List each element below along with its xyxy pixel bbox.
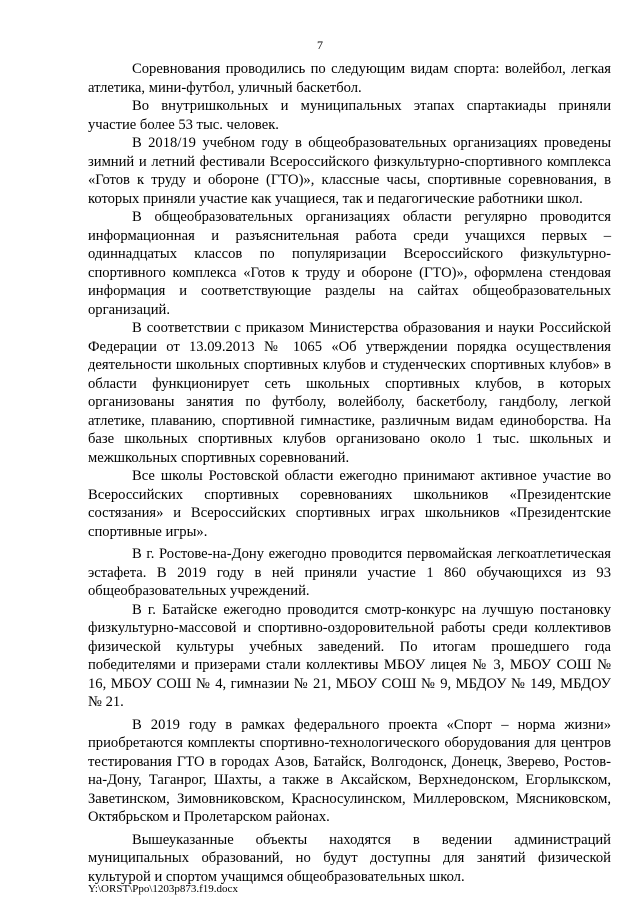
paragraph-9: В 2019 году в рамках федерального проекта «Спорт – норма жизни» приобретаются комплекты спортивно-технологического оборудования для центров тестирования ГТО в городах Азов, Батайск, Волгодонск, Донецк, Зверево, Ростов-на-Дону, Таганрог, Шахты, а также в Аксайском, Верхнедонском, Егорлыкском, Заветинском, Зимовниковском, Красносулинском, Миллеровском, Мясниковском, Октябрьском и Пролетарском районах. xyxy=(88,716,611,825)
paragraph-7: В г. Ростове-на-Дону ежегодно проводится первомайская легкоатлетическая эстафета. В 2019 году в ней приняли участие 1 860 обучающихся из 93 общеобразовательных учреждений. xyxy=(88,546,611,599)
page-number: 7 xyxy=(317,38,323,52)
paragraph-2: Во внутришкольных и муниципальных этапах спартакиады приняли участие более 53 тыс. человек. xyxy=(88,98,611,133)
paragraph-8: В г. Батайске ежегодно проводится смотр-конкурс на лучшую постановку физкультурно-массовой и спортивно-оздоровительной работы среди коллективов физической культуры учебных заведений. По итогам прошедшего года победителями и призерами стали коллективы МБОУ лицея № 3, МБОУ СОШ № 16, МБОУ СОШ № 4, гимназии № 21, МБОУ СОШ № 9, МБДОУ № 149, МБДОУ № 21. xyxy=(88,601,611,710)
footer-file-path: Y:\ORST\Ppo\1203p873.f19.docx xyxy=(88,883,238,895)
paragraph-1: Соревнования проводились по следующим видам спорта: волейбол, легкая атлетика, мини-футбол, уличный баскетбол. xyxy=(88,61,611,96)
paragraph-6: Все школы Ростовской области ежегодно принимают активное участие во Всероссийских спортивных соревнованиях школьников «Президентские состязания» и Всероссийских спортивных играх школьников «Президентские спортивные игры». xyxy=(88,468,611,540)
paragraph-10: Вышеуказанные объекты находятся в ведении администраций муниципальных образований, но будут доступны для занятий физической культурой и спортом учащимся общеобразовательных школ. xyxy=(88,831,611,885)
paragraph-3: В 2018/19 учебном году в общеобразовательных организациях проведены зимний и летний фестивали Всероссийского физкультурно-спортивного комплекса «Готов к труду и обороне (ГТО)», классные часы, спортивные соревнования, в которых приняли участие как учащиеся, так и педагогические работники школ. xyxy=(88,135,611,207)
paragraph-4: В общеобразовательных организациях области регулярно проводится информационная и разъяснительная работа среди учащихся первых – одиннадцатых классов по популяризации Всероссийского физкультурно-спортивного комплекса «Готов к труду и обороне (ГТО)», оформлена стендовая информация и соответствующие разделы на сайтах общеобразовательных организаций. xyxy=(88,209,611,318)
paragraph-5: В соответствии с приказом Министерства образования и науки Российской Федерации от 13.09.2013 № 1065 «Об утверждении порядка осуществления деятельности школьных спортивных клубов и студенческих спортивных клубов» в области функционирует сеть школьных спортивных клубов, в которых организованы занятия по футболу, волейболу, баскетболу, гандболу, легкой атлетике, плаванию, спортивной гимнастике, различным видам единоборства. На базе школьных спортивных клубов организовано около 1 тыс. школьных и межшкольных спортивных соревнований. xyxy=(88,320,611,466)
document-body xyxy=(88,60,611,886)
